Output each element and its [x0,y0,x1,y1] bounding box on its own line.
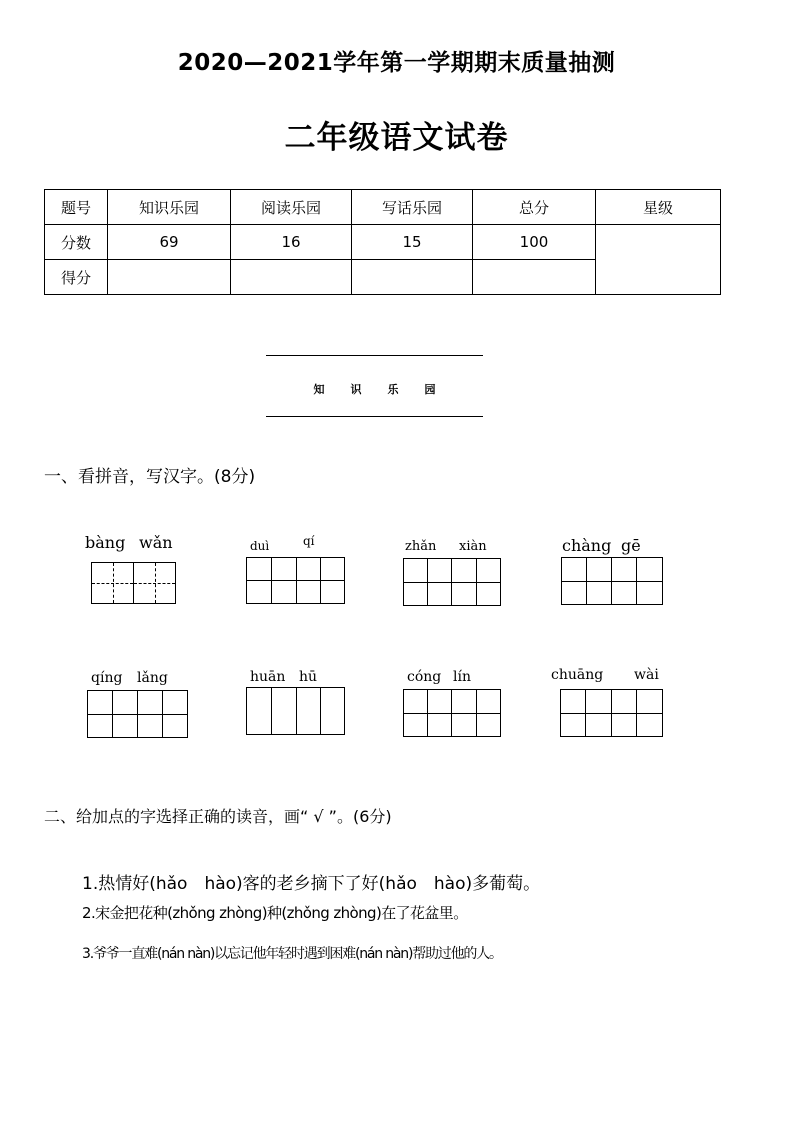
writing-cell[interactable] [404,690,428,736]
writing-cell[interactable] [247,688,272,734]
writing-cell[interactable] [272,558,297,603]
writing-cell[interactable] [404,559,428,605]
writing-cell[interactable] [561,690,586,736]
writing-grid[interactable] [403,558,501,606]
writing-cell[interactable] [612,690,637,736]
pinyin-label: gē [621,536,641,555]
table-cell: 总分 [473,190,596,225]
question-1-heading: 一、看拼音，写汉字。(8分) [44,467,256,487]
score-input-cell[interactable] [473,260,596,295]
table-cell: 15 [352,225,473,260]
score-table [44,189,721,295]
table-cell: 题号 [45,190,108,225]
writing-cell[interactable] [477,559,501,605]
exam-title: 2020—2021学年第一学期期末质量抽测 [177,50,616,76]
writing-cell[interactable] [134,563,176,603]
writing-cell[interactable] [428,559,452,605]
table-cell: 星级 [596,190,721,225]
writing-grid[interactable] [560,689,663,737]
section-title: 知识乐园 [313,383,462,396]
star-rating-cell [596,225,721,295]
table-cell: 得分 [45,260,108,295]
writing-grid[interactable] [561,557,663,605]
writing-cell[interactable] [477,690,501,736]
table-cell: 写话乐园 [352,190,473,225]
writing-cell[interactable] [247,558,272,603]
table-cell: 100 [473,225,596,260]
score-input-cell[interactable] [108,260,231,295]
table-cell: 阅读乐园 [231,190,352,225]
question-line: 2.宋金把花种(zhǒng zhòng)种(zhǒng zhòng)在了花盆里。 [82,904,468,922]
writing-cell[interactable] [88,691,113,737]
writing-grid[interactable] [403,689,501,737]
writing-cell[interactable] [163,691,188,737]
score-input-cell[interactable] [231,260,352,295]
writing-cell[interactable] [138,691,163,737]
pinyin-label: chàng [562,536,612,555]
pinyin-label: hū [299,669,318,685]
pinyin-label: qí [303,534,315,548]
pinyin-label: lǎng [137,670,168,686]
writing-cell[interactable] [321,688,345,734]
pinyin-label: lín [453,669,471,685]
pinyin-label: bàng [85,533,126,552]
writing-cell[interactable] [637,690,663,736]
table-row [45,225,721,260]
pinyin-label: chuāng [551,667,604,683]
table-cell: 16 [231,225,352,260]
writing-cell[interactable] [297,688,321,734]
pinyin-label: huān [250,669,286,685]
pinyin-label: wǎn [139,533,173,552]
table-cell: 分数 [45,225,108,260]
pinyin-label: zhǎn [405,539,437,554]
score-input-cell[interactable] [352,260,473,295]
exam-subtitle: 二年级语文试卷 [284,120,509,156]
pinyin-label: wài [634,667,659,683]
writing-cell[interactable] [92,563,134,603]
writing-grid[interactable] [246,687,345,735]
writing-cell[interactable] [113,691,138,737]
writing-cell[interactable] [428,690,452,736]
question-line: 3.爷爷一直难(nán nàn)以忘记他年轻时遇到困难(nán nàn)帮助过他的人。 [82,946,502,962]
writing-cell[interactable] [272,688,297,734]
pinyin-label: duì [250,539,270,553]
tianzige-grid[interactable] [91,562,176,604]
question-2-heading: 二、给加点的字选择正确的读音，画“ √ ”。(6分) [44,807,392,826]
pinyin-label: cóng [407,669,442,685]
writing-cell[interactable] [452,690,477,736]
writing-cell[interactable] [297,558,321,603]
table-cell: 69 [108,225,231,260]
writing-cell[interactable] [586,690,612,736]
writing-cell[interactable] [637,558,663,604]
writing-cell[interactable] [562,558,587,604]
question-line: 1.热情好(hǎo hào)客的老乡摘下了好(hǎo hào)多葡萄。 [82,874,541,894]
writing-cell[interactable] [587,558,612,604]
table-row [45,190,721,225]
pinyin-label: qíng [91,670,123,686]
writing-cell[interactable] [612,558,637,604]
pinyin-label: xiàn [459,539,487,554]
writing-cell[interactable] [452,559,477,605]
writing-cell[interactable] [321,558,345,603]
table-cell: 知识乐园 [108,190,231,225]
writing-grid[interactable] [246,557,345,604]
writing-grid[interactable] [87,690,188,738]
